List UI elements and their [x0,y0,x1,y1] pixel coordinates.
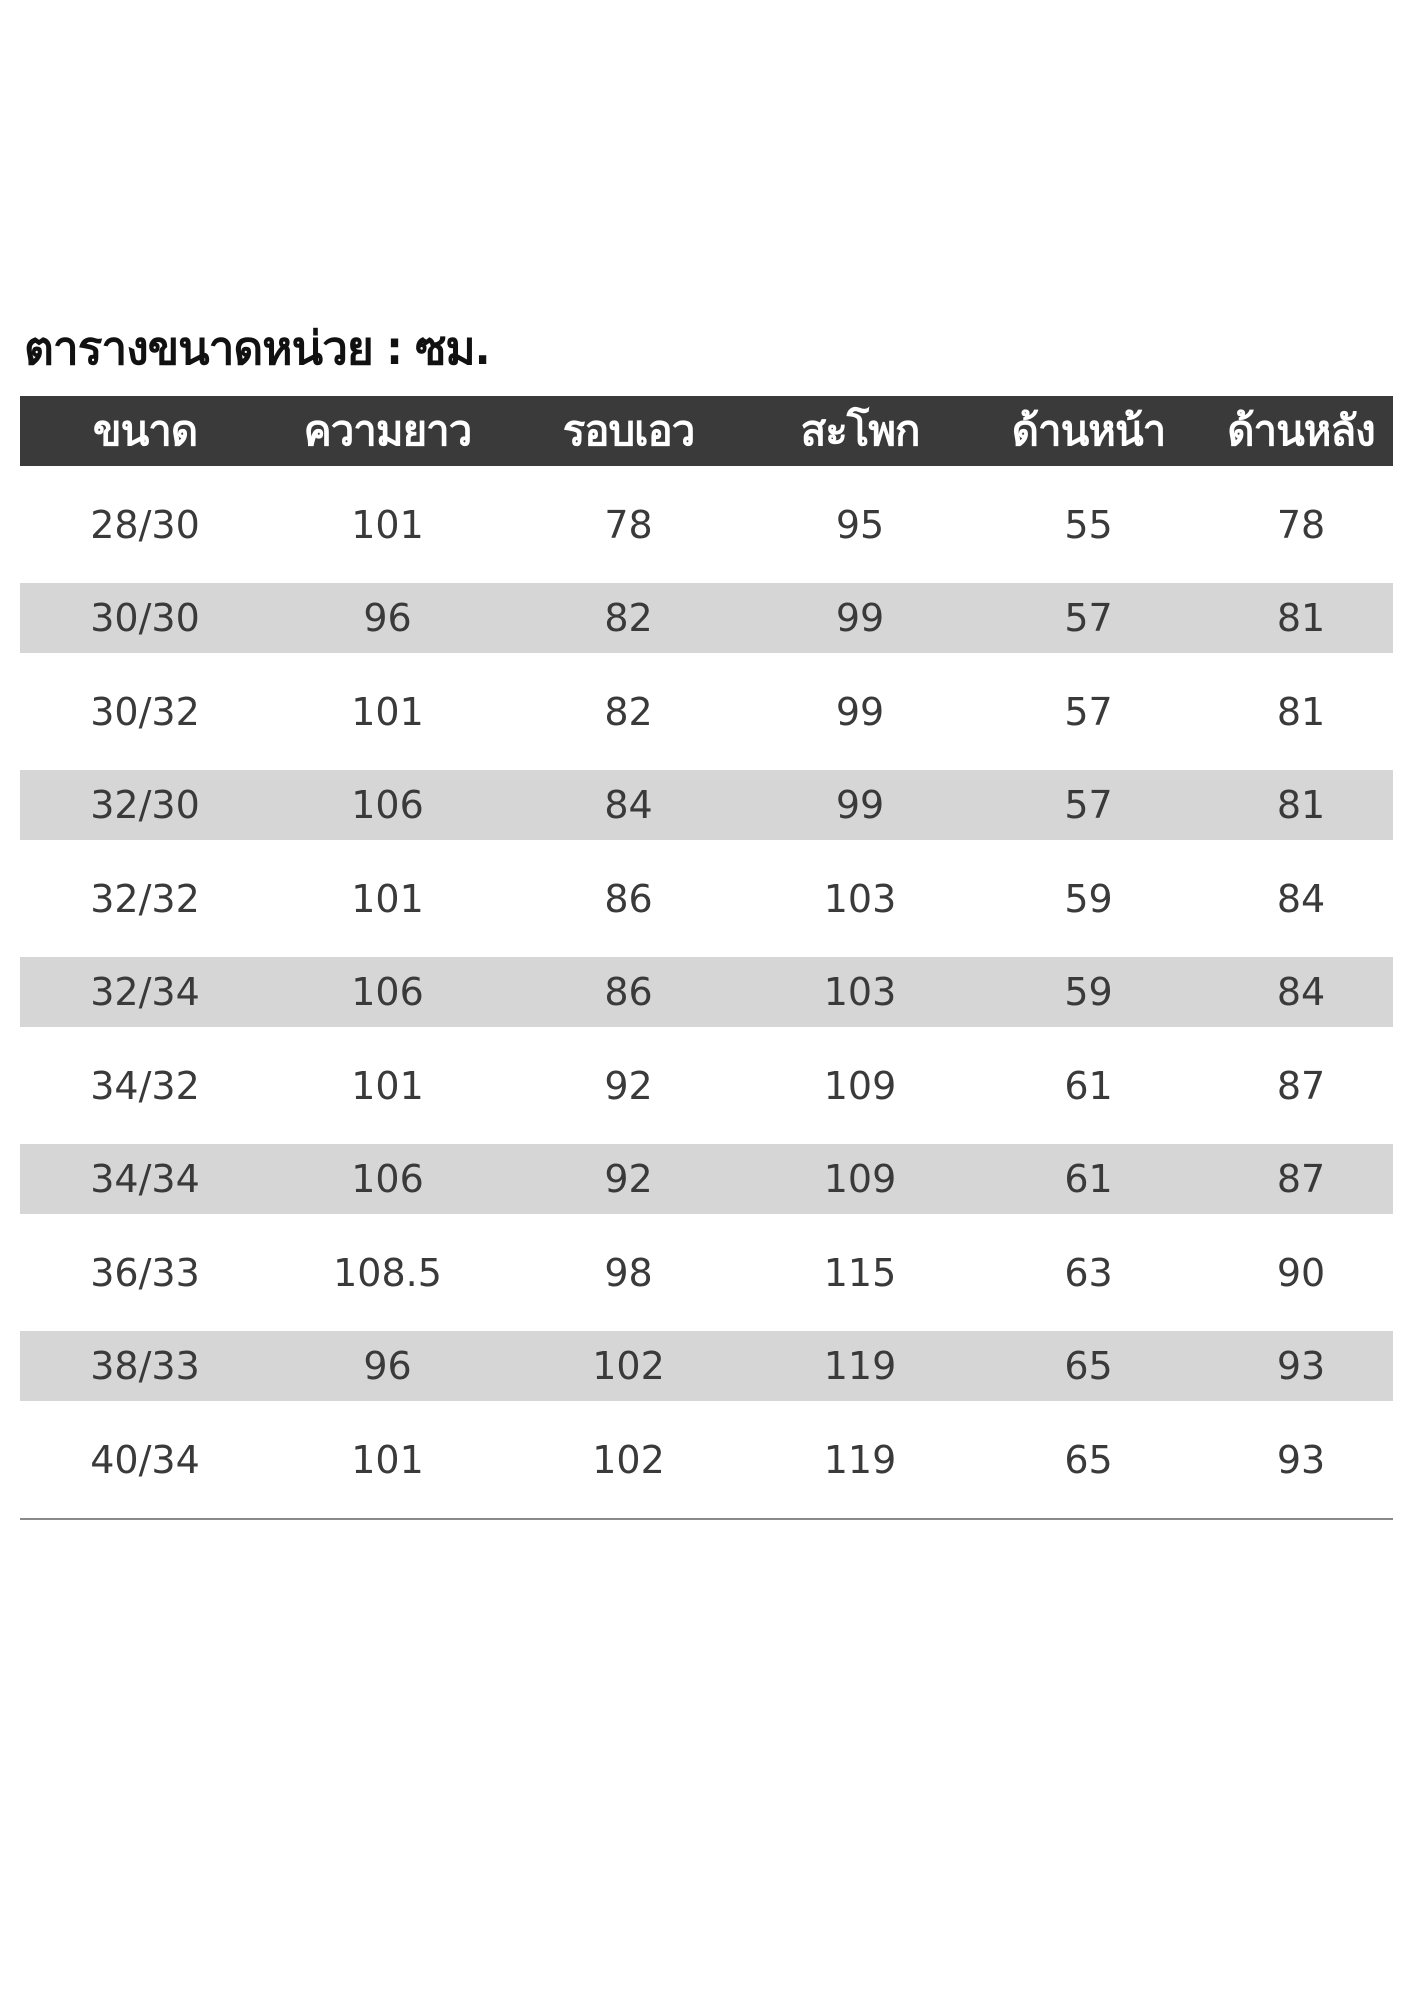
cell-back-rise: 78 [1276,502,1326,547]
cell-length: 96 [363,1344,412,1388]
cell-hip: 103 [823,970,897,1014]
cell-front-rise: 65 [1064,1344,1113,1388]
cell-waist: 102 [592,1344,665,1388]
table-header-row [20,396,1393,466]
cell-hip: 115 [823,1250,897,1295]
cell-back-rise: 93 [1276,1344,1326,1388]
cell-waist: 78 [604,502,653,547]
cell-back-rise: 87 [1276,1157,1326,1201]
cell-waist: 98 [604,1250,653,1295]
cell-hip: 99 [835,596,885,640]
cell-size: 40/34 [90,1437,200,1482]
cell-size: 30/32 [90,689,200,734]
cell-length: 106 [351,783,424,827]
cell-waist: 82 [604,596,653,640]
cell-waist: 86 [604,876,653,921]
cell-back-rise: 81 [1276,689,1326,734]
size-chart-title: ตารางขนาดหน่วย : ซม. [24,321,490,375]
cell-back-rise: 93 [1276,1437,1326,1482]
cell-size: 32/30 [90,783,200,827]
cell-length: 101 [351,502,424,547]
table-row [20,957,1393,1027]
cell-length: 101 [351,1063,424,1108]
cell-front-rise: 63 [1064,1250,1113,1295]
cell-waist: 82 [604,689,653,734]
cell-back-rise: 81 [1276,596,1326,640]
cell-length: 101 [351,876,424,921]
header-front-rise: ด้านหน้า [1011,406,1166,455]
cell-size: 28/30 [90,502,200,547]
table-row [20,583,1393,653]
table-row [20,1214,1393,1331]
cell-front-rise: 57 [1064,689,1113,734]
cell-length: 96 [363,596,412,640]
table-row [20,1144,1393,1214]
cell-waist: 92 [604,1157,653,1201]
header-waist: รอบเอว [562,406,695,455]
cell-length: 108.5 [333,1250,442,1295]
table-row [20,1401,1393,1518]
cell-length: 101 [351,689,424,734]
cell-hip: 103 [823,876,897,921]
cell-hip: 109 [823,1063,897,1108]
cell-waist: 86 [604,970,653,1014]
cell-front-rise: 59 [1064,876,1113,921]
cell-size: 34/34 [90,1157,200,1201]
header-size: ขนาด [92,406,198,455]
cell-front-rise: 55 [1064,502,1113,547]
table-row [20,770,1393,840]
table-row [20,466,1393,583]
cell-waist: 84 [604,783,653,827]
cell-front-rise: 59 [1064,970,1113,1014]
cell-back-rise: 90 [1276,1250,1326,1295]
cell-length: 106 [351,1157,424,1201]
cell-hip: 109 [823,1157,897,1201]
cell-length: 101 [351,1437,424,1482]
cell-back-rise: 87 [1276,1063,1326,1108]
size-table [20,396,1393,1520]
cell-back-rise: 84 [1276,876,1326,921]
cell-front-rise: 61 [1064,1063,1113,1108]
cell-size: 32/34 [90,970,200,1014]
cell-front-rise: 57 [1064,596,1113,640]
cell-hip: 119 [823,1437,897,1482]
table-row [20,840,1393,957]
table-row [20,653,1393,770]
cell-back-rise: 84 [1276,970,1326,1014]
header-hip: สะโพก [800,406,920,455]
cell-front-rise: 65 [1064,1437,1113,1482]
cell-length: 106 [351,970,424,1014]
cell-hip: 99 [835,783,885,827]
header-back-rise: ด้านหลัง [1227,406,1375,455]
cell-size: 38/33 [90,1344,200,1388]
cell-front-rise: 57 [1064,783,1113,827]
cell-hip: 99 [835,689,885,734]
cell-hip: 119 [823,1344,897,1388]
table-row [20,1331,1393,1401]
table-row [20,1027,1393,1144]
header-length: ความยาว [303,406,472,455]
cell-size: 32/32 [90,876,200,921]
cell-size: 34/32 [90,1063,200,1108]
cell-front-rise: 61 [1064,1157,1113,1201]
cell-waist: 102 [592,1437,665,1482]
cell-size: 36/33 [90,1250,200,1295]
cell-hip: 95 [835,502,885,547]
cell-back-rise: 81 [1276,783,1326,827]
cell-size: 30/30 [90,596,200,640]
cell-waist: 92 [604,1063,653,1108]
